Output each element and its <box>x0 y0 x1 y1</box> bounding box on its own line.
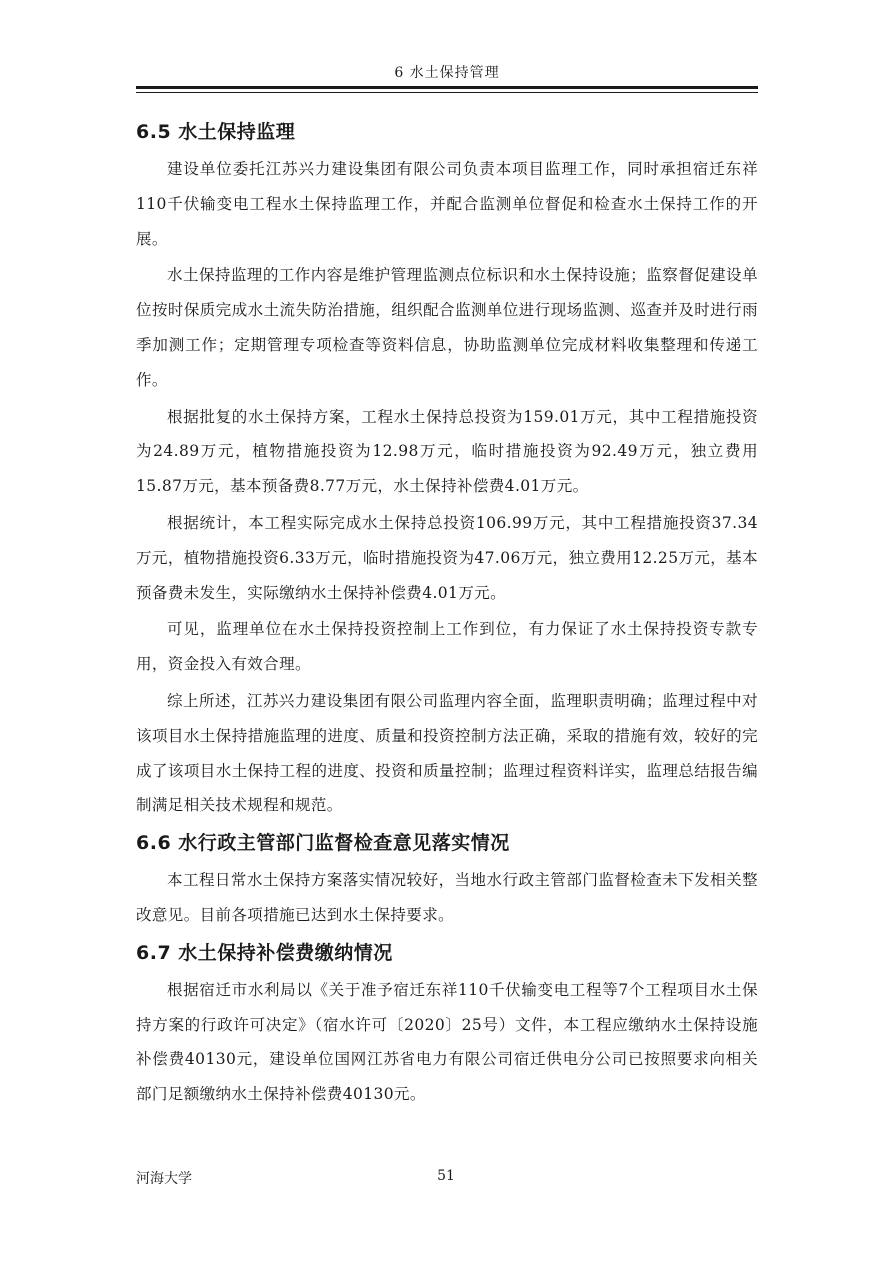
page-body <box>136 112 758 1112</box>
paragraph: 根据宿迁市水利局以《关于准予宿迁东祥110千伏输变电工程等7个工程项目水土保持方案的行政许可决定》（宿水许可〔2020〕25号）文件，本工程应缴纳水土保持设施补偿费40130元，建设单位国网江苏省电力有限公司宿迁供电分公司已按照要求向相关部门足额缴纳水土保持补偿费40130元。 <box>136 980 758 1104</box>
page-number: 51 <box>437 1168 455 1184</box>
paragraph: 本工程日常水土保持方案落实情况较好，当地水行政主管部门监督检查未下发相关整改意见。目前各项措施已达到水土保持要求。 <box>136 871 758 924</box>
paragraph: 根据批复的水土保持方案，工程水土保持总投资为159.01万元，其中工程措施投资为24.89万元，植物措施投资为12.98万元，临时措施投资为92.49万元，独立费用15.87万元，基本预备费8.77万元，水土保持补偿费4.01万元。 <box>136 407 758 496</box>
section-heading-6-5: 6.5 水土保持监理 <box>136 121 296 143</box>
paragraph: 水土保持监理的工作内容是维护管理监测点位标识和水土保持设施；监察督促建设单位按时保质完成水土流失防治措施，组织配合监测单位进行现场监测、巡查并及时进行雨季加测工作；定期管理专项检查等资料信息，协助监测单位完成材料收集整理和传递工作。 <box>136 266 758 389</box>
section-heading-6-6: 6.6 水行政主管部门监督检查意见落实情况 <box>136 832 510 855</box>
paragraph: 根据统计，本工程实际完成水土保持总投资106.99万元，其中工程措施投资37.34万元，植物措施投资6.33万元，临时措施投资为47.06万元，独立费用12.25万元，基本预备费未发生，实际缴纳水土保持补偿费4.01万元。 <box>136 513 758 602</box>
header-rule-thick <box>136 86 758 89</box>
footer-institution: 河海大学 <box>136 1171 192 1187</box>
paragraph: 综上所述，江苏兴力建设集团有限公司监理内容全面，监理职责明确；监理过程中对该项目水土保持措施监理的进度、质量和投资控制方法正确，采取的措施有效，较好的完成了该项目水土保持工程的进度、投资和质量控制；监理过程资料详实，监理总结报告编制满足相关技术规程和规范。 <box>136 691 758 815</box>
running-header: 6 水土保持管理 <box>394 65 500 81</box>
section-heading-6-7: 6.7 水土保持补偿费缴纳情况 <box>136 941 393 964</box>
header-rule-thin <box>136 92 758 93</box>
paragraph: 可见，监理单位在水土保持投资控制上工作到位，有力保证了水土保持投资专款专用，资金投入有效合理。 <box>136 620 758 674</box>
paragraph: 建设单位委托江苏兴力建设集团有限公司负责本项目监理工作，同时承担宿迁东祥110千伏输变电工程水土保持监理工作，并配合监测单位督促和检查水土保持工作的开展。 <box>136 160 758 248</box>
